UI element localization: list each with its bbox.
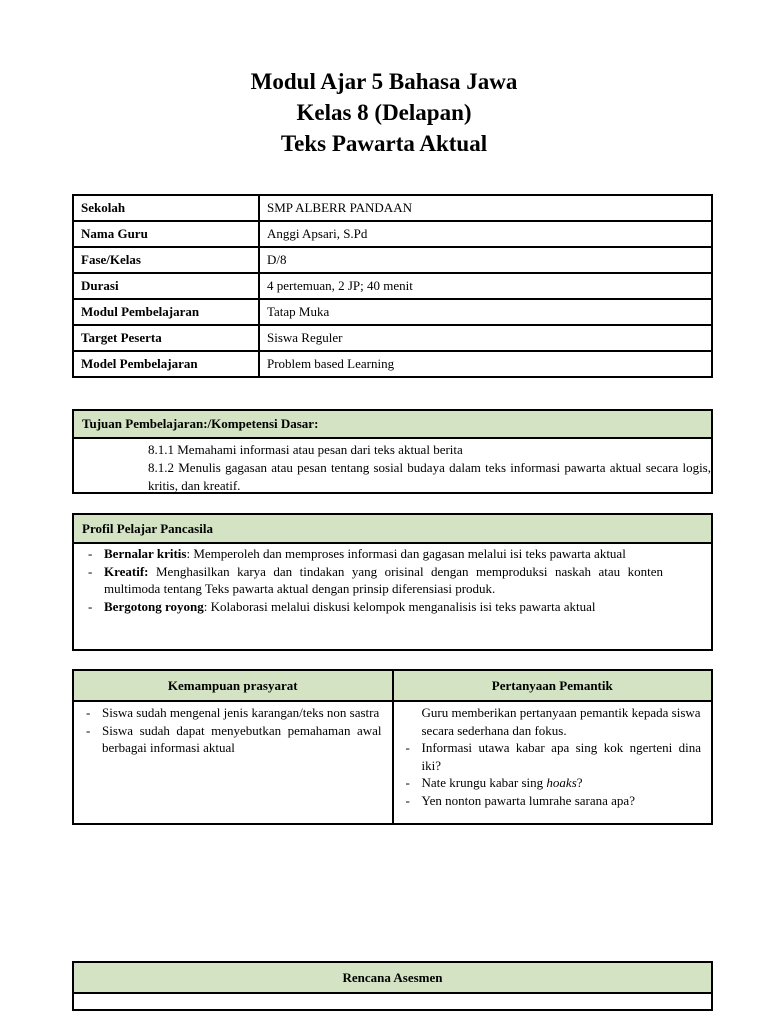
profile-text: Kolaborasi melalui diskusi kelompok menganalisis isi teks pawarta aktual bbox=[210, 598, 596, 614]
profile-term: Bergotong royong bbox=[104, 598, 204, 614]
pancasila-profile-header: Profil Pelajar Pancasila bbox=[74, 515, 711, 544]
assessment-header: Rencana Asesmen bbox=[73, 962, 712, 993]
profile-text: Memperoleh dan memproses informasi dan gagasan melalui isi teks pawarta aktual bbox=[193, 546, 626, 561]
assessment-empty-row bbox=[73, 993, 712, 1010]
prerequisite-table bbox=[72, 669, 713, 825]
assessment-table bbox=[72, 961, 713, 1011]
learning-objectives-header: Tujuan Pembelajaran:/Kompetensi Dasar: bbox=[74, 411, 711, 439]
list-item: - Informasi utawa kabar apa sing kok ngerteni dina iki? bbox=[404, 739, 702, 774]
table-row bbox=[73, 299, 712, 325]
row-value: 4 pertemuan, 2 JP; 40 menit bbox=[259, 273, 712, 299]
row-value: SMP ALBERR PANDAAN bbox=[259, 195, 712, 221]
row-label: Modul Pembelajaran bbox=[73, 299, 259, 325]
objective-item: 8.1.1 Memahami informasi atau pesan dari teks aktual berita bbox=[148, 442, 463, 457]
table-row bbox=[73, 993, 712, 1010]
row-label: Nama Guru bbox=[73, 221, 259, 247]
row-label: Target Peserta bbox=[73, 325, 259, 351]
table-row bbox=[73, 221, 712, 247]
list-item: - Siswa sudah dapat menyebutkan pemahaman awal berbagai informasi aktual bbox=[84, 722, 382, 757]
table-row bbox=[73, 247, 712, 273]
table-row bbox=[73, 351, 712, 377]
prerequisite-cell bbox=[73, 701, 393, 824]
pancasila-profile-box bbox=[72, 513, 713, 651]
row-value: Tatap Muka bbox=[259, 299, 712, 325]
identity-table bbox=[72, 194, 713, 378]
table-row bbox=[73, 325, 712, 351]
prerequisite-header: Kemampuan prasyarat bbox=[73, 670, 393, 701]
table-row bbox=[73, 273, 712, 299]
table-row bbox=[73, 701, 712, 824]
title-line-1: Modul Ajar 5 Bahasa Jawa bbox=[250, 69, 518, 94]
table-row bbox=[73, 195, 712, 221]
row-value: Anggi Apsari, S.Pd bbox=[259, 221, 712, 247]
list-item: - Yen nonton pawarta lumrahe sarana apa? bbox=[404, 792, 702, 810]
row-value: Problem based Learning bbox=[259, 351, 712, 377]
list-item bbox=[86, 563, 663, 598]
trigger-questions-header: Pertanyaan Pemantik bbox=[393, 670, 713, 701]
trigger-questions-cell bbox=[393, 701, 713, 824]
list-item: - Bergotong royong: Kolaborasi melalui diskusi kelompok menganalisis isi teks pawarta aktual bbox=[86, 598, 663, 616]
profile-text: Menghasilkan karya dan tindakan yang orisinal dengan memproduksi naskah atau konten multimoda tentang Teks pawarta aktual dengan prinsip diferensiasi produk. bbox=[104, 563, 663, 596]
list-item: - Siswa sudah mengenal jenis karangan/teks non sastra bbox=[84, 704, 382, 722]
pancasila-profile-list bbox=[74, 544, 711, 615]
title-line-2: Kelas 8 (Delapan) bbox=[296, 100, 472, 125]
list-item: - Nate krungu kabar sing hoaks? bbox=[404, 774, 702, 792]
row-value: Siswa Reguler bbox=[259, 325, 712, 351]
row-value: D/8 bbox=[259, 247, 712, 273]
row-label: Sekolah bbox=[73, 195, 259, 221]
profile-term: Kreatif: bbox=[104, 563, 149, 579]
table-header-row bbox=[73, 670, 712, 701]
objective-item: 8.1.2 Menulis gagasan atau pesan tentang sosial budaya dalam teks informasi pawarta aktual secara logis, kritis, dan kreatif. bbox=[148, 460, 711, 493]
learning-objectives-list bbox=[74, 439, 711, 495]
row-label: Model Pembelajaran bbox=[73, 351, 259, 377]
table-header-row bbox=[73, 962, 712, 993]
trigger-questions-intro: Guru memberikan pertanyaan pemantik kepada siswa secara sederhana dan fokus. bbox=[421, 705, 701, 738]
row-label: Durasi bbox=[73, 273, 259, 299]
row-label: Fase/Kelas bbox=[73, 247, 259, 273]
learning-objectives-box bbox=[72, 409, 713, 494]
document-title bbox=[0, 66, 768, 159]
profile-term: Bernalar kritis bbox=[104, 546, 187, 561]
title-line-3: Teks Pawarta Aktual bbox=[280, 131, 488, 156]
list-item: - Bernalar kritis: Memperoleh dan memproses informasi dan gagasan melalui isi teks pawarta aktual bbox=[86, 545, 663, 563]
